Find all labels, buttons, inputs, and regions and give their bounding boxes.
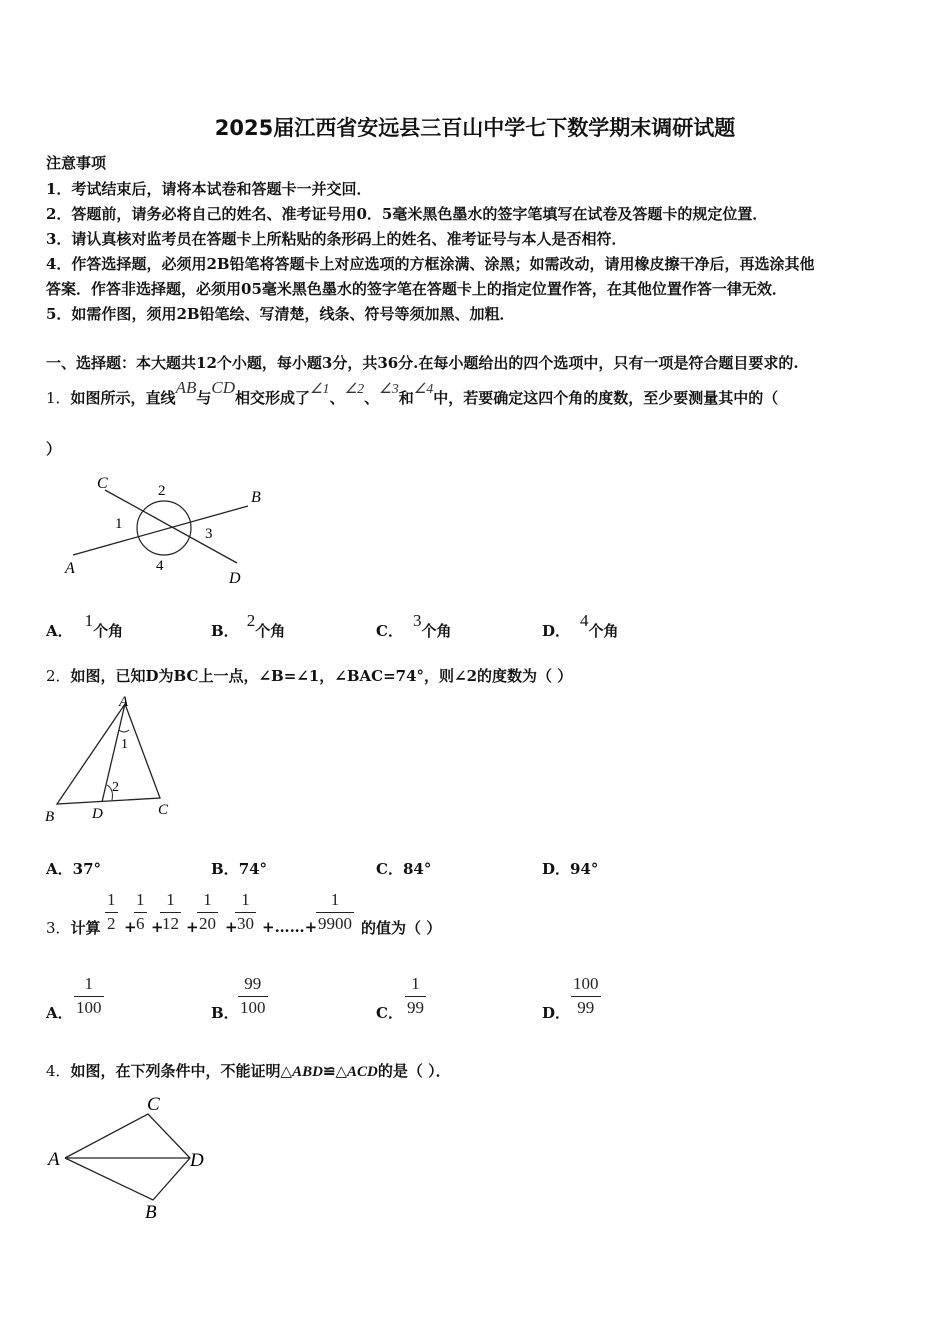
numerator: 100	[573, 974, 599, 993]
denominator: 6	[136, 914, 145, 933]
q3-text: 的值为（ ）	[361, 919, 442, 937]
angle-1-arc	[119, 730, 129, 732]
point-c-label: C	[97, 475, 108, 492]
q3-option-d-label[interactable]: D．	[542, 1004, 571, 1022]
q2-text: 如图，已知D为BC上一点，∠B=∠1，∠BAC=74°，则∠2的度数为（ ）	[70, 667, 573, 685]
q2-option-a[interactable]	[46, 858, 101, 879]
point-b-label: B	[145, 1202, 157, 1223]
q3-option-b-fraction[interactable]	[238, 974, 268, 1018]
numerator: 99	[244, 974, 262, 993]
question-4	[46, 1060, 451, 1081]
notice-item: 2．答题前，请务必将自己的姓名、准考证号用0．5毫米黑色墨水的签字笔填写在试卷及答题卡的规定位置．	[46, 205, 768, 223]
option-label: D．	[542, 622, 571, 640]
q3-fraction	[235, 890, 256, 934]
quadrilateral-acdb	[65, 1114, 190, 1200]
option-label: B．	[211, 622, 239, 640]
point-d-label: D	[229, 570, 241, 587]
option-text: 84°	[402, 860, 432, 878]
fraction-bar	[571, 996, 601, 997]
denominator: 99	[407, 998, 424, 1017]
congruent-symbol: ≌△	[322, 1062, 348, 1080]
denominator: 99	[577, 998, 595, 1017]
triangle-abd-label: ABD	[292, 1064, 323, 1080]
angle-3-label: ∠3	[379, 382, 399, 397]
option-text: 74°	[238, 860, 268, 878]
q2-option-c[interactable]	[376, 858, 431, 879]
numerator: 1	[241, 890, 250, 909]
fraction-bar	[74, 996, 104, 997]
option-text: 37°	[72, 860, 102, 878]
fraction-bar	[235, 912, 256, 913]
plus-sign: +	[124, 918, 137, 936]
point-a-label: A	[48, 1149, 60, 1170]
fraction-bar	[197, 912, 218, 913]
q1-option-d[interactable]	[542, 611, 619, 641]
line-cd	[105, 490, 237, 563]
fraction-bar	[316, 912, 354, 913]
denominator: 30	[237, 914, 254, 933]
option-label: C．	[376, 860, 403, 878]
q1-text: 和	[398, 389, 414, 407]
q3-fraction	[134, 890, 147, 934]
option-text: 个角	[588, 622, 619, 640]
point-d-label: D	[190, 1150, 204, 1171]
point-a-label: A	[119, 694, 129, 710]
notice-heading: 注意事项	[46, 154, 107, 172]
numerator: 1	[411, 974, 420, 993]
line-ab-label: AB	[175, 378, 197, 397]
q2-option-d[interactable]	[542, 858, 598, 879]
angle-3-mark: 3	[205, 526, 213, 542]
question-number: 3．	[46, 919, 71, 937]
section-heading: 一、选择题：本大题共12个小题，每小题3分，共36分.在每小题给出的四个选项中，只有一项是符合题目要求的.	[46, 354, 799, 372]
point-c-label: C	[158, 802, 169, 818]
numerator: 1	[84, 974, 93, 993]
numerator: 1	[166, 890, 175, 909]
q1-text: 中，若要确定这四个角的度数，至少要测量其中的（	[433, 389, 779, 407]
q1-sep: 、	[364, 389, 380, 407]
fraction-bar	[405, 996, 426, 997]
q1-option-c[interactable]	[376, 611, 452, 641]
line-ab	[73, 506, 248, 555]
option-label: A．	[46, 860, 73, 878]
q1-text: 相交形成了	[234, 389, 310, 407]
option-text: 个角	[421, 622, 452, 640]
denominator: 9900	[318, 914, 352, 933]
q3-text: 计算	[70, 919, 101, 937]
point-b-label: B	[251, 489, 261, 506]
q3-fraction	[160, 890, 181, 934]
q3-option-a-label[interactable]: A．	[46, 1004, 73, 1022]
angle-2-mark: 2	[158, 483, 166, 499]
option-label: D．	[542, 860, 571, 878]
question-number: 4．	[46, 1062, 71, 1080]
q3-option-c-label[interactable]: C．	[376, 1004, 403, 1022]
q4-text: 如图，在下列条件中，不能证明△	[70, 1062, 293, 1080]
denominator: 100	[240, 998, 266, 1017]
numerator: 1	[330, 890, 340, 909]
denominator: 20	[199, 914, 216, 933]
notice-item: 答案．作答非选择题，必须用05毫米黑色墨水的签字笔在答题卡上的指定位置作答，在其他位置作答一律无效．	[46, 280, 787, 298]
ellipsis-sum: +……+	[262, 918, 318, 936]
angle-2-mark: 2	[112, 780, 119, 795]
q1-figure	[55, 470, 275, 590]
question-1	[46, 378, 779, 408]
q3-lead	[46, 917, 101, 938]
fraction-bar	[105, 912, 118, 913]
option-label: A．	[46, 622, 73, 640]
triangle-acd-label: ACD	[347, 1064, 378, 1080]
denominator: 12	[162, 914, 179, 933]
q4-text: 的是（ ）．	[377, 1062, 451, 1080]
angle-4-label: ∠4	[413, 382, 434, 397]
q1-text: 与	[196, 389, 212, 407]
q1-sep: 、	[329, 389, 345, 407]
angle-2-label: ∠2	[344, 382, 365, 397]
option-number: 4	[580, 611, 589, 630]
option-text: 94°	[570, 860, 599, 878]
q2-figure	[40, 690, 190, 825]
q1-text: 如图所示，直线	[70, 389, 176, 407]
option-label: B．	[211, 860, 239, 878]
q3-fraction	[316, 890, 354, 934]
notice-item: 4．作答选择题，必须用2B铅笔将答题卡上对应选项的方框涂满、涂黑；如需改动，请用橡皮擦干净后，再选涂其他	[46, 255, 815, 273]
angle-1-mark: 1	[115, 516, 123, 532]
line-cd-label: CD	[211, 378, 235, 397]
q1-option-a[interactable]	[46, 611, 124, 641]
point-c-label: C	[147, 1094, 160, 1115]
question-2	[46, 665, 572, 686]
q4-figure	[40, 1088, 220, 1223]
question-number: 2．	[46, 667, 71, 685]
q3-fraction	[105, 890, 118, 934]
denominator: 100	[76, 998, 102, 1017]
option-number: 2	[246, 611, 256, 630]
numerator: 1	[136, 890, 145, 909]
fraction-bar	[238, 996, 268, 997]
q3-option-a-fraction[interactable]	[74, 974, 104, 1018]
fraction-bar	[160, 912, 181, 913]
option-text: 个角	[93, 622, 124, 640]
denominator: 2	[107, 914, 116, 933]
point-a-label: A	[65, 560, 75, 577]
notice-item: 5．如需作图，须用2B铅笔绘、写清楚，线条、符号等须加黑、加粗．	[46, 305, 515, 323]
angle-circle	[137, 501, 191, 555]
point-d-label: D	[92, 806, 103, 822]
fraction-bar	[134, 912, 147, 913]
notice-item: 1．考试结束后，请将本试卷和答题卡一并交回．	[46, 180, 372, 198]
q1-close-paren: ）	[46, 440, 62, 458]
numerator: 1	[107, 890, 116, 909]
plus-sign: +	[151, 918, 164, 936]
notice-item: 3．请认真核对监考员在答题卡上所粘贴的条形码上的姓名、准考证号与本人是否相符．	[46, 230, 627, 248]
angle-1-mark: 1	[121, 737, 128, 752]
plus-sign: +	[186, 918, 199, 936]
question-number: 1．	[46, 389, 71, 407]
option-label: C．	[376, 622, 403, 640]
numerator: 1	[203, 890, 212, 909]
option-text: 个角	[255, 622, 286, 640]
q3-option-d-fraction[interactable]	[571, 974, 601, 1018]
angle-4-mark: 4	[156, 558, 164, 574]
triangle-abc	[57, 704, 160, 804]
plus-sign: +	[225, 918, 238, 936]
option-number: 1	[84, 611, 94, 630]
q3-option-c-fraction[interactable]	[405, 974, 426, 1018]
q2-option-b[interactable]	[211, 858, 267, 879]
page-title: 2025届江西省安远县三百山中学七下数学期末调研试题	[214, 116, 736, 140]
q3-option-b-label[interactable]: B．	[211, 1004, 239, 1022]
q3-fraction	[197, 890, 218, 934]
angle-1-label: ∠1	[310, 382, 330, 397]
point-b-label: B	[45, 809, 55, 825]
q1-option-b[interactable]	[211, 611, 286, 641]
option-number: 3	[412, 611, 422, 630]
